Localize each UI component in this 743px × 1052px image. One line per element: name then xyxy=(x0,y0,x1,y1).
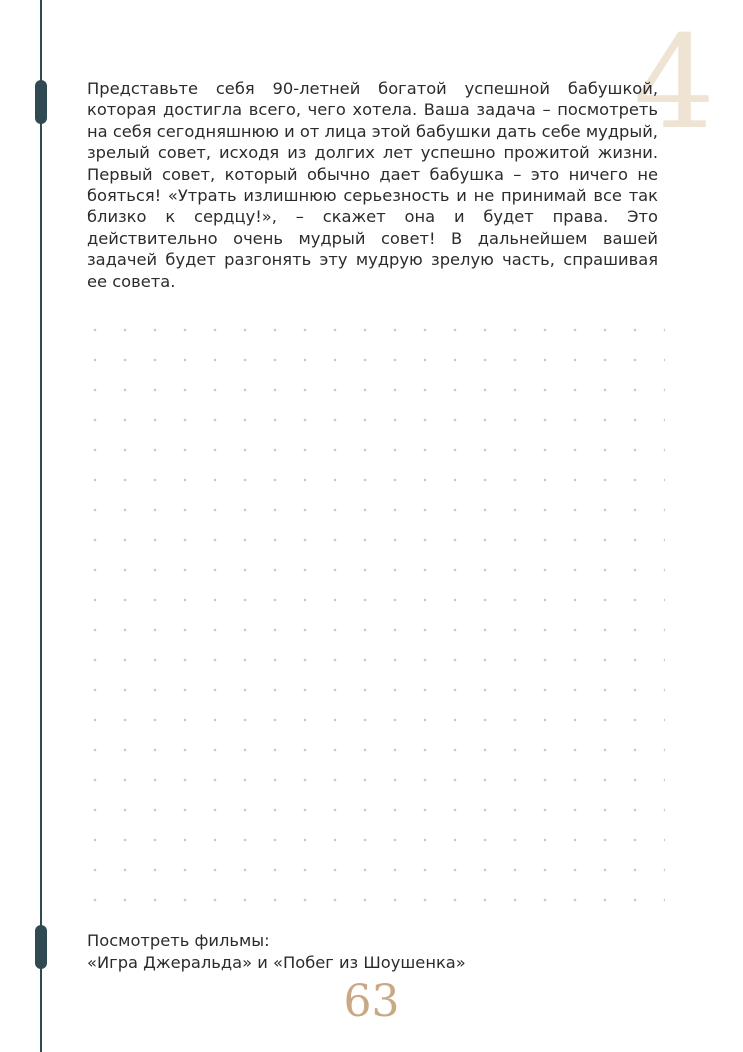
spine-tab-top xyxy=(35,80,47,124)
spine-line xyxy=(40,0,42,1052)
dot-grid-notes-area[interactable] xyxy=(80,315,665,905)
movies-heading: Посмотреть фильмы: xyxy=(87,931,270,950)
page-number: 63 xyxy=(343,976,400,1027)
spine-tab-bottom xyxy=(35,925,47,969)
intro-paragraph: Представьте себя 90-летней богатой успешной бабушкой, которая достигла всего, чего хотела. Ваша задача – посмотреть на себя сегодняшнюю и от лица этой бабушки дать себе мудрый, зрелый совет, исходя из долгих лет успешно прожитой жизни. Первый совет, который обычно дает бабушка – это ничего не бояться! «Утрать излишнюю серьезность и не принимай все так близко к сердцу!», – скажет она и будет права. Это действительно очень мудрый совет! В дальнейшем вашей задачей будет разгонять эту мудрую зрелую часть, спрашивая ее совета. xyxy=(87,79,658,291)
movies-titles: «Игра Джеральда» и «Побег из Шоушенка» xyxy=(87,953,466,972)
chapter-number: 4 xyxy=(633,9,715,158)
movie-recommendations xyxy=(87,930,658,974)
